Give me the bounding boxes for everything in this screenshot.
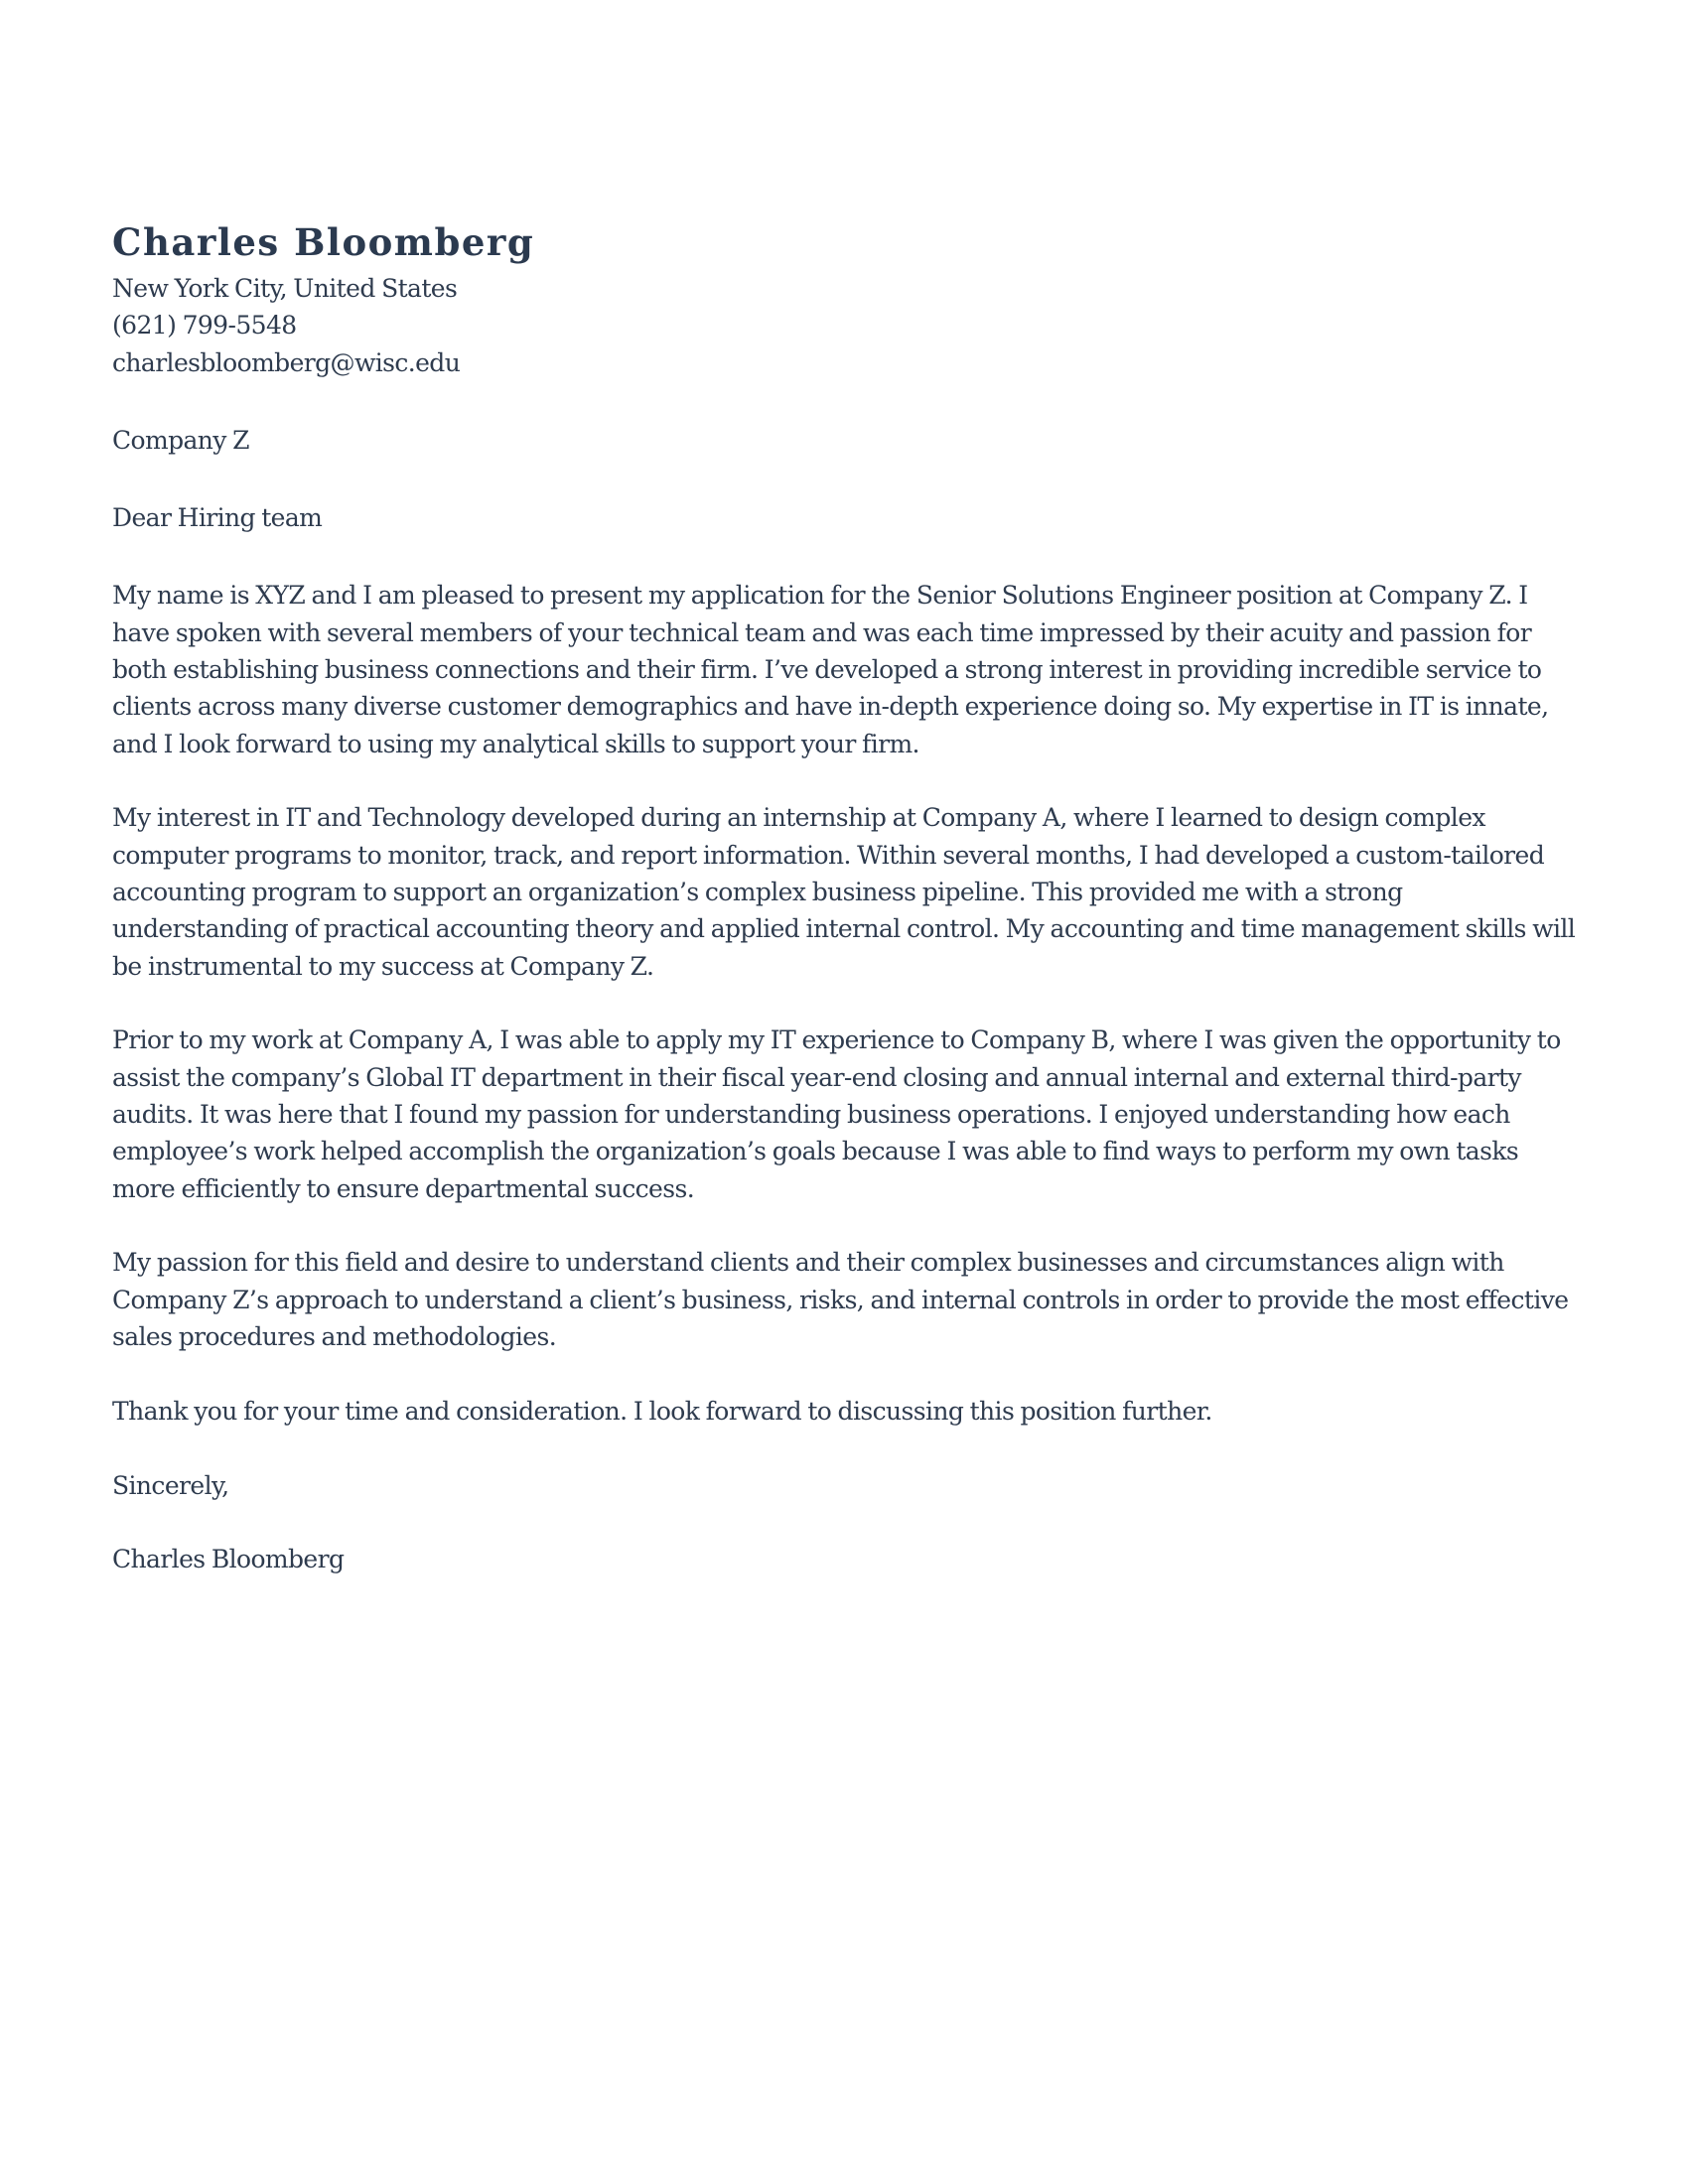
body-paragraph-1: My name is XYZ and I am pleased to present my application for the Senior Solutions Engineer position at Company Z. I have spoken with several members of your technical team and was each time impressed by their acuity and passion for both establishing business connections and their firm. I’ve developed a strong interest in providing incredible service to clients across many diverse customer demographics and have in-depth experience doing so. My expertise in IT is innate, and I look forward to using my analytical skills to support your firm.	[112, 581, 1549, 758]
location: New York City, United States	[112, 274, 458, 303]
contact-block	[112, 270, 1577, 381]
applicant-name: Charles Bloomberg	[112, 220, 535, 264]
body-paragraph-3: Prior to my work at Company A, I was able to apply my IT experience to Company B, where I was given the opportunity to assist the company’s Global IT department in their fiscal year-end closing and annual internal and external third-party audits. It was here that I found my passion for understanding business operations. I enjoyed understanding how each employee’s work helped accomplish the organization’s goals because I was able to find ways to perform my own tasks more efficiently to ensure departmental success.	[112, 1025, 1561, 1203]
email-address: charlesbloomberg@wisc.edu	[112, 347, 461, 377]
body-paragraph-4: My passion for this field and desire to understand clients and their complex businesses and circumstances align with Company Z’s approach to understand a client’s business, risks, and internal controls in order to provide the most effective sales procedures and methodologies.	[112, 1248, 1569, 1352]
recipient: Company Z	[112, 425, 249, 455]
body-paragraph-5: Thank you for your time and consideration. I look forward to discussing this position further.	[112, 1396, 1212, 1426]
body-paragraph-2: My interest in IT and Technology developed during an internship at Company A, where I learned to design complex computer programs to monitor, track, and report information. Within several months, I had developed a custom-tailored accounting program to support an organization’s complex business pipeline. This provided me with a strong understanding of practical accounting theory and applied internal control. My accounting and time management skills will be instrumental to my success at Company Z.	[112, 803, 1576, 981]
cover-letter	[112, 216, 1577, 1615]
signature: Charles Bloomberg	[112, 1545, 345, 1574]
salutation: Dear Hiring team	[112, 503, 323, 533]
closing: Sincerely,	[112, 1470, 229, 1500]
phone-number: (621) 799-5548	[112, 311, 297, 341]
